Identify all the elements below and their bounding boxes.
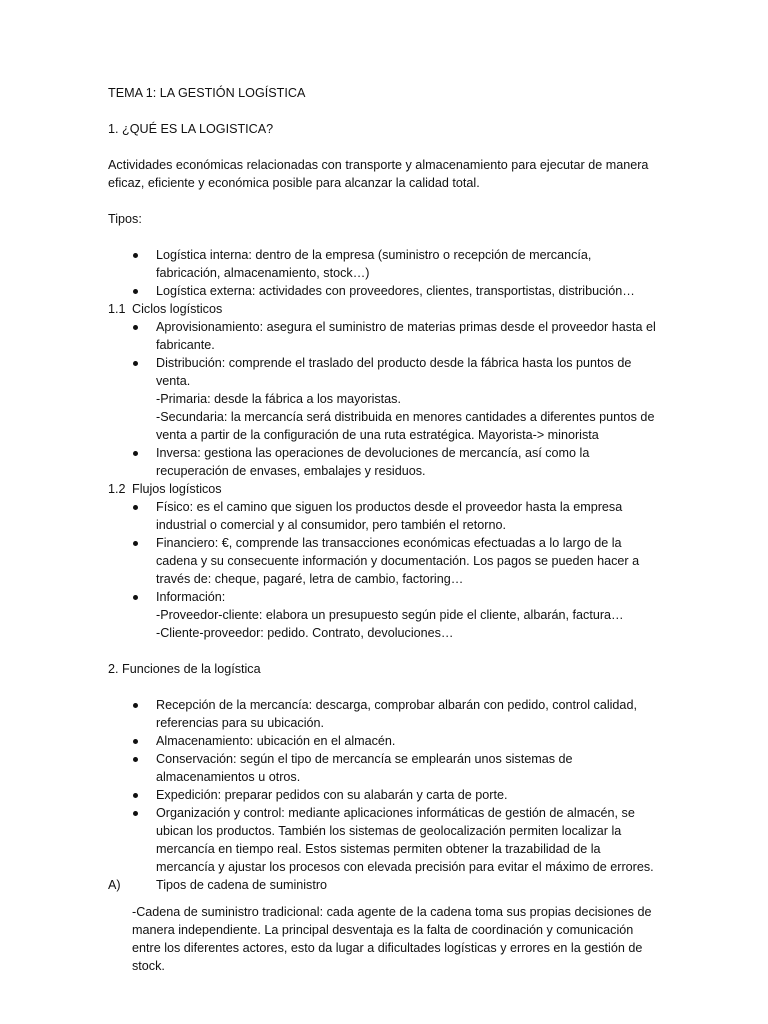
subsection-number: 1.2 (108, 482, 126, 496)
document-body (108, 84, 656, 975)
section-heading-1: 1. ¿QUÉ ES LA LOGISTICA? (108, 122, 274, 136)
subsection-heading-a (108, 876, 656, 894)
tipos-list (108, 246, 656, 300)
list-item-text: Distribución: comprende el traslado del producto desde la fábrica hasta los puntos de venta. (156, 356, 632, 388)
bullet-icon (133, 505, 138, 510)
section-heading-2: 2. Funciones de la logística (108, 662, 261, 676)
list-subitem-text: -Primaria: desde la fábrica a los mayoristas. (156, 392, 401, 406)
list-item (108, 804, 656, 876)
list-subitem-text: -Cliente-proveedor: pedido. Contrato, devoluciones… (156, 626, 454, 640)
bullet-icon (133, 253, 138, 258)
list-item (108, 354, 656, 444)
bullet-icon (133, 739, 138, 744)
list-subitem-text: -Proveedor-cliente: elabora un presupuesto según pide el cliente, albarán, factura… (156, 608, 624, 622)
list-item (108, 444, 656, 480)
list-subitem-text: -Secundaria: la mercancía será distribuida en menores cantidades a diferentes puntos de venta a partir de la configuración de una ruta estratégica. Mayorista-> minorista (156, 410, 655, 442)
list-item (108, 750, 656, 786)
subsection-title: Flujos logísticos (132, 482, 222, 496)
bullet-icon (133, 541, 138, 546)
bullet-icon (133, 757, 138, 762)
list-item (108, 534, 656, 588)
list-item-text: Almacenamiento: ubicación en el almacén. (156, 734, 396, 748)
bullet-icon (133, 361, 138, 366)
list-item (108, 786, 656, 804)
tipos-label: Tipos: (108, 212, 142, 226)
list-item (108, 732, 656, 750)
bullet-icon (133, 811, 138, 816)
list-item-text: Recepción de la mercancía: descarga, comprobar albarán con pedido, control calidad, referencias para su ubicación. (156, 698, 637, 730)
cadena-tradicional-paragraph: -Cadena de suministro tradicional: cada agente de la cadena toma sus propias decisiones de manera independiente. La principal desventaja es la falta de coordinación y comunicación entre los diferentes actores, esto da lugar a dificultades logísticas y errores en la gestión de stock. (132, 905, 652, 973)
bullet-icon (133, 451, 138, 456)
list-item (108, 246, 656, 282)
document-title: TEMA 1: LA GESTIÓN LOGÍSTICA (108, 86, 306, 100)
bullet-icon (133, 793, 138, 798)
subsection-title: Ciclos logísticos (132, 302, 223, 316)
list-item-text: Conservación: según el tipo de mercancía se emplearán unos sistemas de almacenamientos u otros. (156, 752, 573, 784)
list-item-text: Inversa: gestiona las operaciones de devoluciones de mercancía, así como la recuperación de envases, embalajes y residuos. (156, 446, 590, 478)
bullet-icon (133, 289, 138, 294)
ciclos-list (108, 318, 656, 480)
list-item-text: Aprovisionamiento: asegura el suministro de materias primas desde el proveedor hasta el fabricante. (156, 320, 656, 352)
list-item-text: Expedición: preparar pedidos con su alabarán y carta de porte. (156, 788, 508, 802)
intro-paragraph: Actividades económicas relacionadas con transporte y almacenamiento para ejecutar de manera eficaz, eficiente y económica posible para alcanzar la calidad total. (108, 158, 649, 190)
subsection-heading-1-1 (108, 300, 656, 318)
list-item (108, 696, 656, 732)
list-item (108, 588, 656, 642)
list-item-text: Físico: es el camino que siguen los productos desde el proveedor hasta la empresa industrial o comercial y al consumidor, pero también el retorno. (156, 500, 623, 532)
list-item (108, 282, 656, 300)
funciones-list (108, 696, 656, 876)
bullet-icon (133, 325, 138, 330)
list-item-text: Información: (156, 590, 226, 604)
subsection-letter: A) (108, 878, 121, 892)
list-item (108, 318, 656, 354)
subsection-heading-1-2 (108, 480, 656, 498)
list-item-text: Logística interna: dentro de la empresa (suministro o recepción de mercancía, fabricación, almacenamiento, stock…) (156, 248, 592, 280)
list-item-text: Organización y control: mediante aplicaciones informáticas de gestión de almacén, se ubican los productos. También los sistemas de geolocalización permiten localizar la mercancía en tiempo real. Estos sistemas permiten obtener la trazabilidad de la mercancía y ajustar los procesos con elevada precisión para evitar el máximo de errores. (156, 806, 654, 874)
bullet-icon (133, 703, 138, 708)
list-item-text: Logística externa: actividades con proveedores, clientes, transportistas, distribución… (156, 284, 635, 298)
flujos-list (108, 498, 656, 642)
list-item-text: Financiero: €, comprende las transacciones económicas efectuadas a lo largo de la cadena y su consecuente información y documentación. Los pagos se pueden hacer a través de: cheque, pagaré, letra de cambio, factoring… (156, 536, 640, 586)
list-item (108, 498, 656, 534)
subsection-title: Tipos de cadena de suministro (156, 878, 328, 892)
subsection-number: 1.1 (108, 302, 126, 316)
bullet-icon (133, 595, 138, 600)
